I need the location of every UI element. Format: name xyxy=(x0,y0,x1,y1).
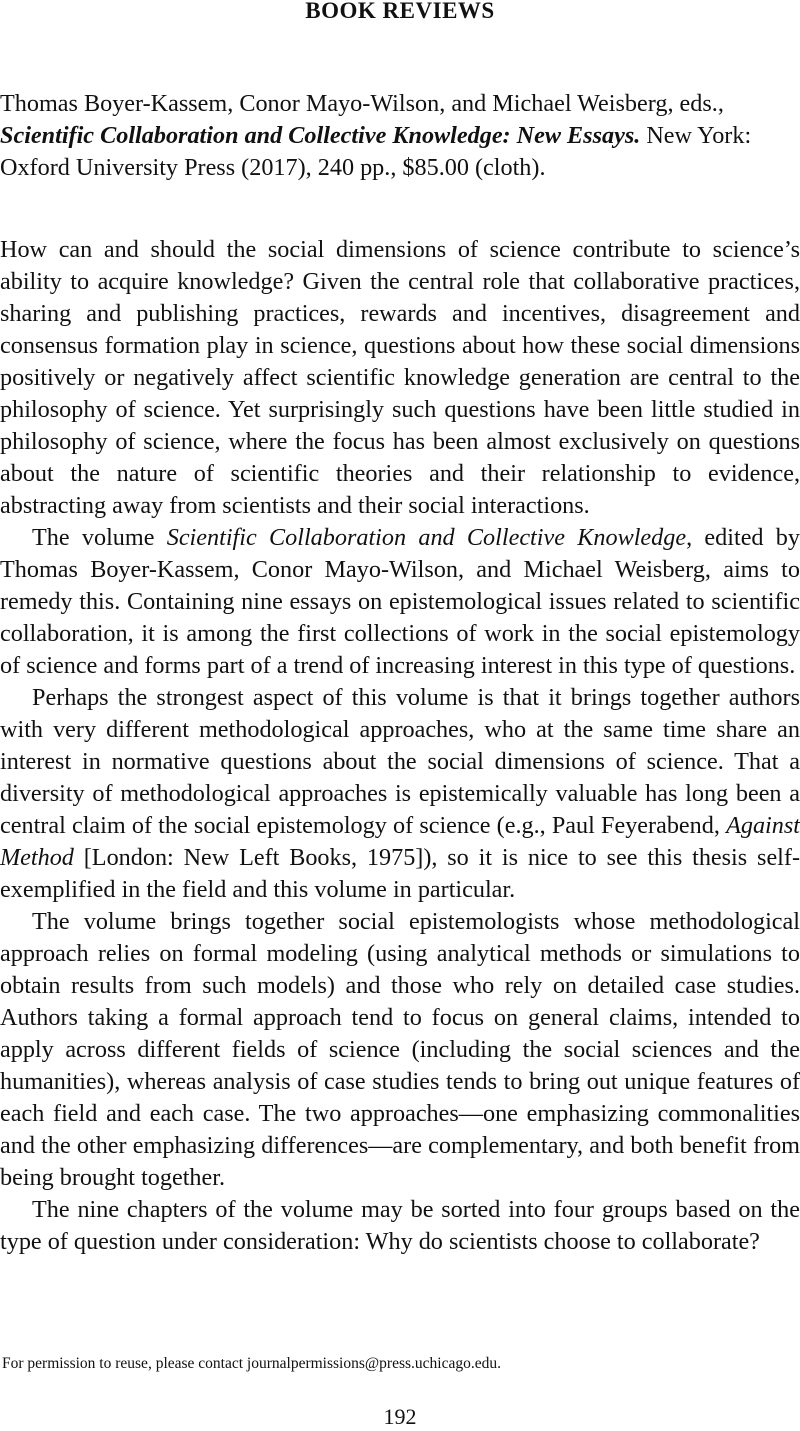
paragraph-3-title: Against Method xyxy=(0,812,800,871)
text-column xyxy=(0,88,800,1258)
paragraph-1: How can and should the social dimensions of science contribute to science’s ability to acquire knowledge? Given the central role that collaborative practices, sharing and publishing practices, rewards and incentives, disagreement and consensus formation play in science, questions about how these social dimensions positively or negatively affect scientific knowledge generation are central to the philosophy of science. Yet surprisingly such questions have been little studied in philosophy of science, where the focus has been almost exclusively on questions about the nature of scientific theories and their relationship to evidence, abstracting away from scientists and their social interactions. xyxy=(0,236,800,519)
paragraph-2-before: The volume xyxy=(32,524,155,551)
paragraph-2-after: , edited by Thomas Boyer-Kassem, Conor Mayo-Wilson, and Michael Weisberg, aims to remedy this. Containing nine essays on epistemological issues related to scientific collaboration, it is among the first collections of work in the social epistemology of science and forms part of a trend of increasing interest in this type of questions. xyxy=(0,524,800,679)
book-citation xyxy=(0,88,800,184)
paragraph-3-after: [London: New Left Books, 1975]), so it is nice to see this thesis self-exemplified in the field and this volume in particular. xyxy=(0,844,800,903)
permissions-footnote: For permission to reuse, please contact journalpermissions@press.uchicago.edu. xyxy=(2,1355,501,1372)
citation-book-title: Scientific Collaboration and Collective Knowledge: New Essays. xyxy=(0,122,641,149)
paragraph-3 xyxy=(0,682,800,906)
paragraph-5: The nine chapters of the volume may be sorted into four groups based on the type of question under consideration: Why do scientists choose to collaborate? xyxy=(0,1196,800,1255)
paragraph-3-before: Perhaps the strongest aspect of this volume is that it brings together authors with very different methodological approaches, who at the same time share an interest in normative questions about the social dimensions of science. That a diversity of methodological approaches is epistemically valuable has long been a central claim of the social epistemology of science (e.g., Paul Feyerabend, xyxy=(0,684,800,839)
paragraph-4: The volume brings together social epistemologists whose methodological approach relies on formal modeling (using analytical methods or simulations to obtain results from such models) and those who rely on detailed case studies. Authors taking a formal approach tend to focus on general claims, intended to apply across different fields of science (including the social sciences and the humanities), whereas analysis of case studies tends to bring out unique features of each field and each case. The two approaches—one emphasizing commonalities and the other emphasizing differences—are complementary, and both benefit from being brought together. xyxy=(0,908,800,1191)
running-head: BOOK REVIEWS xyxy=(305,0,495,23)
citation-publication: New York: Oxford University Press (2017), 240 pp., $85.00 (cloth). xyxy=(0,122,752,181)
page-number: 192 xyxy=(383,1404,417,1429)
paragraph-2 xyxy=(0,522,800,682)
citation-editors: Thomas Boyer-Kassem, Conor Mayo-Wilson, and Michael Weisberg, eds., xyxy=(0,90,724,117)
paragraph-2-title: Scientific Collaboration and Collective Knowledge xyxy=(166,524,687,551)
review-body xyxy=(0,234,800,1258)
